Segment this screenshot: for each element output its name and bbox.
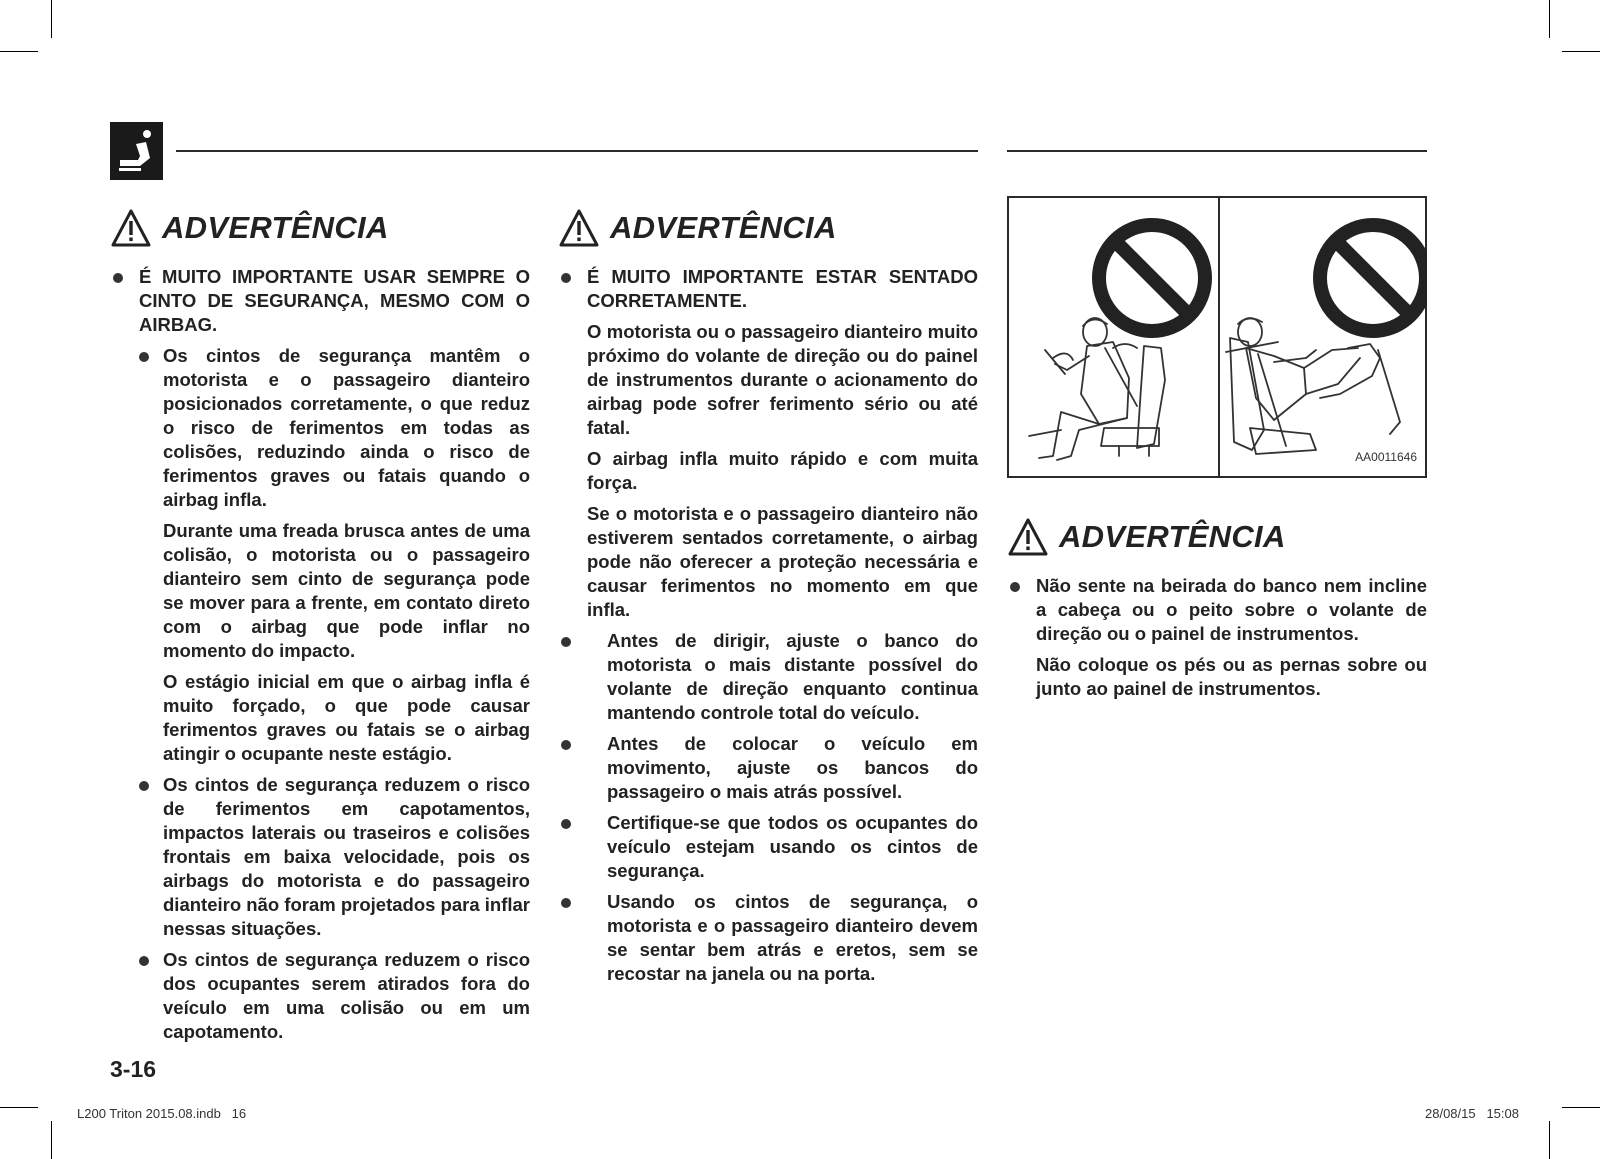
paragraph: Durante uma freada brusca antes de uma colisão, o motorista ou o passageiro dianteiro sem cinto de segurança pode se mover para a frente, em contato direto com o airbag que pode inflar no momento do impacto. — [163, 520, 530, 661]
incorrect-seating-left-illustration — [1009, 198, 1218, 476]
bullet-text: Antes de dirigir, ajuste o banco do motorista o mais distante possível do volante de direção enquanto continua mantendo controle total do veículo. — [607, 630, 978, 723]
footer-file: L200 Triton 2015.08.indb 16 — [77, 1106, 247, 1121]
bullet-dot — [139, 956, 149, 966]
sub-bullet-item — [110, 948, 530, 1044]
bullet-text: É MUITO IMPORTANTE ESTAR SENTADO CORRETAMENTE. — [587, 266, 978, 311]
paragraph: O estágio inicial em que o airbag infla é muito forçado, o que pode causar ferimentos graves ou fatais se o airbag atingir o ocupante neste estágio. — [163, 671, 530, 764]
bullet-text: Os cintos de segurança reduzem o risco de ferimentos em capotamentos, impactos laterais ou traseiros e colisões frontais em baixa velocidade, pois os airbags do motorista e do passageiro dianteiro não foram projetados para inflar nessas situações. — [163, 774, 530, 939]
bullet-text: Os cintos de segurança mantêm o motorista e o passageiro dianteiro posicionados corretamente, o que reduz o risco de ferimentos em todas as colisões, reduzindo ainda o risco de ferimentos graves ou fatais quando o airbag infla. — [163, 345, 530, 510]
figure-code: AA0011646 — [1355, 450, 1417, 464]
crop-mark — [0, 1107, 38, 1108]
sub-bullet-item — [110, 773, 530, 941]
crop-mark — [51, 0, 52, 38]
header-rule — [1007, 150, 1427, 152]
bullet-item — [110, 265, 530, 337]
warning-title: ADVERTÊNCIA — [1059, 519, 1286, 554]
crop-mark — [0, 51, 38, 52]
bullet-item — [558, 265, 978, 313]
paragraph: Se o motorista e o passageiro dianteiro não estiverem sentados corretamente, o airbag pode não oferecer a proteção necessária e causar ferimentos no momento em que infla. — [587, 503, 978, 620]
seating-illustration — [1007, 196, 1427, 478]
crop-mark — [1562, 51, 1600, 52]
column-1 — [110, 203, 530, 1051]
column-3 — [1007, 512, 1427, 708]
bullet-dot — [561, 637, 571, 647]
bullet-text: Certifique-se que todos os ocupantes do veículo estejam usando os cintos de segurança. — [607, 812, 978, 881]
warning-heading — [1007, 512, 1427, 562]
sub-bullet-item — [558, 811, 978, 883]
bullet-dot — [561, 898, 571, 908]
bullet-dot — [113, 273, 123, 283]
prohibited-icon — [1099, 225, 1205, 331]
bullet-item — [1007, 574, 1427, 646]
bullet-text: É MUITO IMPORTANTE USAR SEMPRE O CINTO DE SEGURANÇA, MESMO COM O AIRBAG. — [139, 266, 530, 335]
warning-triangle-icon — [558, 208, 600, 248]
bullet-dot — [139, 781, 149, 791]
paragraph: O motorista ou o passageiro dianteiro muito próximo do volante de direção ou do painel de instrumentos durante o acionamento do airbag pode sofrer ferimento sério ou até fatal. — [587, 321, 978, 438]
bullet-text: Os cintos de segurança reduzem o risco dos ocupantes serem atirados fora do veículo em uma colisão ou em um capotamento. — [163, 949, 530, 1042]
crop-mark — [51, 1121, 52, 1159]
crop-mark — [1562, 1107, 1600, 1108]
bullet-text: Não sente na beirada do banco nem incline a cabeça ou o peito sobre o volante de direção ou o painel de instrumentos. — [1036, 575, 1427, 644]
sub-bullet-item — [558, 732, 978, 804]
sub-bullet-item — [558, 629, 978, 725]
bullet-dot — [139, 352, 149, 362]
bullet-dot — [1010, 582, 1020, 592]
bullet-text: Antes de colocar o veículo em movimento, ajuste os bancos do passageiro o mais atrás possível. — [607, 733, 978, 802]
paragraph: O airbag infla muito rápido e com muita força. — [587, 448, 978, 493]
bullet-dot — [561, 273, 571, 283]
bullet-text: Usando os cintos de segurança, o motorista e o passageiro dianteiro devem se sentar bem atrás e eretos, sem se recostar na janela ou na porta. — [607, 891, 978, 984]
column-2 — [558, 203, 978, 993]
warning-title: ADVERTÊNCIA — [162, 210, 389, 245]
warning-triangle-icon — [1007, 517, 1049, 557]
seat-adjust-icon — [110, 122, 163, 180]
page-number: 3-16 — [110, 1056, 157, 1082]
sub-bullet-item — [558, 890, 978, 986]
prohibited-icon — [1320, 225, 1426, 331]
warning-title: ADVERTÊNCIA — [610, 210, 837, 245]
warning-triangle-icon — [110, 208, 152, 248]
footer-date: 28/08/15 15:08 — [1425, 1106, 1519, 1121]
paragraph: Não coloque os pés ou as pernas sobre ou junto ao painel de instrumentos. — [1036, 654, 1427, 699]
crop-mark — [1549, 1121, 1550, 1159]
warning-heading — [110, 203, 530, 253]
header-rule — [176, 150, 978, 152]
bullet-dot — [561, 819, 571, 829]
sub-bullet-item — [110, 344, 530, 512]
warning-heading — [558, 203, 978, 253]
bullet-dot — [561, 740, 571, 750]
crop-mark — [1549, 0, 1550, 38]
incorrect-seating-right-illustration — [1220, 198, 1427, 476]
